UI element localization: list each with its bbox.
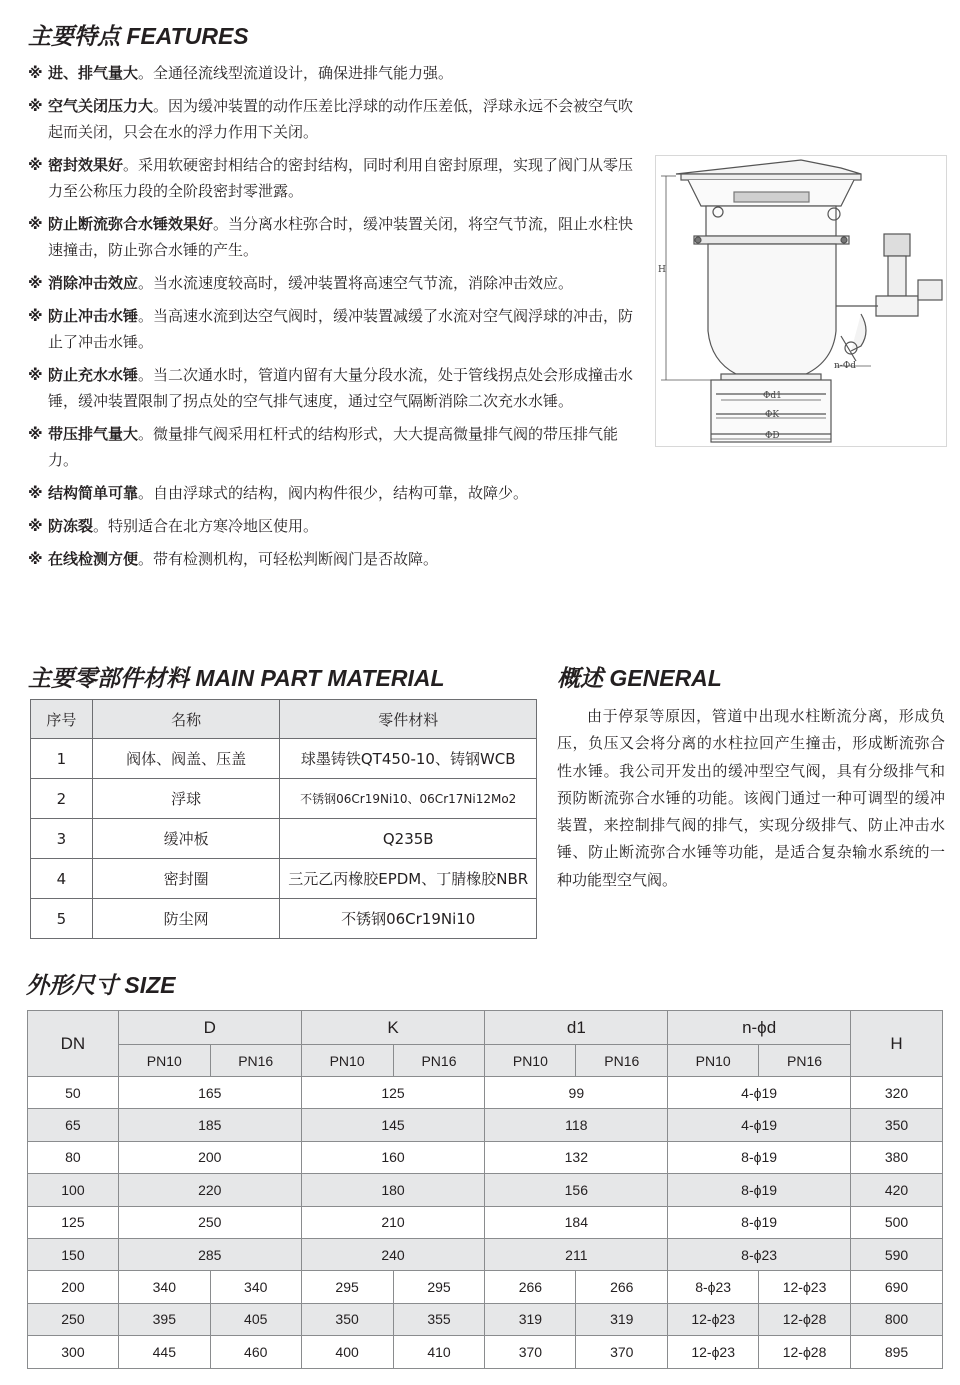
cell-dn: 200	[28, 1271, 119, 1303]
cell-D16: 405	[210, 1303, 301, 1335]
table-row	[28, 1303, 943, 1335]
feature-text: 。微量排气阀采用杠杆式的结构形式，大大提高微量排气阀的带压排气能力。	[48, 425, 619, 469]
cell-D: 220	[118, 1174, 301, 1206]
cell-name: 阀体、阀盖、压盖	[92, 739, 280, 779]
feature-bullet-icon: ※	[28, 64, 43, 82]
cell-d110: 319	[485, 1303, 576, 1335]
cell-nd16: 12-ϕ28	[759, 1303, 851, 1335]
feature-heading: 在线检测方便	[48, 550, 139, 568]
material-title: 主要零部件材料 MAIN PART MATERIAL	[28, 665, 445, 691]
table-row	[28, 1174, 943, 1206]
cell-nd16: 12-ϕ23	[759, 1271, 851, 1303]
cell-dn: 50	[28, 1077, 119, 1109]
feature-text: 。当高速水流到达空气阀时，缓冲装置减缓了水流对空气阀浮球的冲击，防止了冲击水锤。	[48, 307, 634, 351]
feature-item	[28, 480, 638, 506]
feature-bullet-icon: ※	[28, 274, 43, 292]
size-subheader-row	[28, 1045, 943, 1077]
cell-H: 380	[851, 1141, 943, 1173]
cell-D10: 395	[118, 1303, 210, 1335]
header-pn10: PN10	[118, 1045, 210, 1077]
table-row	[28, 1336, 943, 1368]
cell-index: 2	[31, 779, 93, 819]
feature-text: 。当二次通水时，管道内留有大量分段水流，处于管线拐点处会形成撞击水锤，缓冲装置限制了拐点处的空气排气速度，通过空气隔断消除二次充水水锤。	[48, 366, 634, 410]
cell-nd16: 12-ϕ28	[759, 1336, 851, 1368]
feature-item	[28, 513, 638, 539]
feature-bullet-icon: ※	[28, 215, 43, 233]
cell-index: 3	[31, 819, 93, 859]
cell-d110: 370	[485, 1336, 576, 1368]
feature-heading: 空气关闭压力大	[48, 97, 154, 115]
cell-index: 5	[31, 899, 93, 939]
cell-H: 350	[851, 1109, 943, 1141]
table-row	[31, 819, 537, 859]
features-title: 主要特点 FEATURES	[28, 23, 249, 49]
cell-D: 165	[118, 1077, 301, 1109]
table-row	[28, 1109, 943, 1141]
general-paragraph: 由于停泵等原因，管道中出现水柱断流分离，形成负压，负压又会将分离的水柱拉回产生撞击，形成断流弥合性水锤。我公司开发出的缓冲型空气阀，具有分级排气和预防断流弥合水锤的功能。该阀门通过一种可调型的缓冲装置，来控制排气阀的排气，实现分级排气、防止冲击水锤、防止断流弥合水锤等功能，是适合复杂输水系统的一种功能型空气阀。	[557, 707, 945, 889]
cell-index: 4	[31, 859, 93, 899]
material-table	[30, 699, 537, 939]
header-d1: d1	[485, 1011, 668, 1045]
cell-d1: 184	[485, 1206, 668, 1238]
dim-D-label: ΦD	[765, 431, 780, 441]
cell-H: 690	[851, 1271, 943, 1303]
feature-bullet-icon: ※	[28, 550, 43, 568]
cell-D16: 340	[210, 1271, 301, 1303]
cell-nd: 8-ϕ19	[668, 1206, 851, 1238]
feature-item	[28, 270, 638, 296]
valve-diagram	[655, 155, 947, 447]
header-pn10: PN10	[301, 1045, 393, 1077]
cell-material: 三元乙丙橡胶EPDM、丁腈橡胶NBR	[280, 859, 537, 899]
cell-D10: 340	[118, 1271, 210, 1303]
feature-item	[28, 93, 638, 145]
cell-H: 420	[851, 1174, 943, 1206]
cell-H: 895	[851, 1336, 943, 1368]
cell-material: Q235B	[280, 819, 537, 859]
cell-H: 320	[851, 1077, 943, 1109]
feature-heading: 防止冲击水锤	[48, 307, 139, 325]
header-K: K	[301, 1011, 485, 1045]
cell-nd10: 12-ϕ23	[668, 1303, 759, 1335]
cell-nd: 8-ϕ23	[668, 1238, 851, 1270]
cell-K10: 350	[301, 1303, 393, 1335]
cell-nd: 8-ϕ19	[668, 1141, 851, 1173]
table-row	[31, 779, 537, 819]
header-material: 零件材料	[280, 700, 537, 739]
size-table-body	[28, 1077, 943, 1369]
header-H: H	[851, 1011, 943, 1077]
cell-d1: 211	[485, 1238, 668, 1270]
feature-bullet-icon: ※	[28, 156, 43, 174]
table-row	[28, 1238, 943, 1270]
cell-d110: 266	[485, 1271, 576, 1303]
cell-D: 200	[118, 1141, 301, 1173]
cell-material: 不锈钢06Cr19Ni10、06Cr17Ni12Mo2	[280, 779, 537, 819]
feature-text: 。当分离水柱弥合时，缓冲装置关闭，将空气节流，阻止水柱快速撞击，防止弥合水锤的产生。	[48, 215, 634, 259]
feature-heading: 进、排气量大	[48, 64, 139, 82]
features-list	[28, 60, 638, 579]
dim-H-label: H	[658, 265, 666, 275]
cell-dn: 125	[28, 1206, 119, 1238]
feature-heading: 防止断流弥合水锤效果好	[48, 215, 214, 233]
cell-dn: 65	[28, 1109, 119, 1141]
size-table	[27, 1010, 943, 1369]
cell-D: 185	[118, 1109, 301, 1141]
feature-text: 。自由浮球式的结构，阀内构件很少，结构可靠，故障少。	[138, 484, 529, 502]
cell-H: 800	[851, 1303, 943, 1335]
cell-name: 浮球	[92, 779, 280, 819]
cell-D: 250	[118, 1206, 301, 1238]
feature-bullet-icon: ※	[28, 425, 43, 443]
cell-material: 不锈钢06Cr19Ni10	[280, 899, 537, 939]
feature-text: 。当水流速度较高时，缓冲装置将高速空气节流，消除冲击效应。	[138, 274, 574, 292]
cell-dn: 150	[28, 1238, 119, 1270]
feature-text: 。采用软硬密封相结合的密封结构，同时利用自密封原理，实现了阀门从零压力至公称压力段的全阶段密封零泄露。	[48, 156, 634, 200]
cell-d116: 266	[576, 1271, 668, 1303]
cell-dn: 300	[28, 1336, 119, 1368]
header-pn16: PN16	[210, 1045, 301, 1077]
header-D: D	[118, 1011, 301, 1045]
cell-D16: 460	[210, 1336, 301, 1368]
feature-heading: 防止充水水锤	[48, 366, 139, 384]
cell-H: 590	[851, 1238, 943, 1270]
cell-d1: 132	[485, 1141, 668, 1173]
header-name: 名称	[92, 700, 280, 739]
feature-bullet-icon: ※	[28, 97, 43, 115]
cell-D10: 445	[118, 1336, 210, 1368]
feature-text: 。带有检测机构，可轻松判断阀门是否故障。	[138, 550, 439, 568]
dim-nd-label: n-Φd	[834, 361, 856, 371]
size-header-row	[28, 1011, 943, 1045]
table-row	[31, 859, 537, 899]
feature-bullet-icon: ※	[28, 484, 43, 502]
cell-index: 1	[31, 739, 93, 779]
feature-text: 。全通径流线型流道设计，确保进排气能力强。	[138, 64, 454, 82]
cell-K: 125	[301, 1077, 485, 1109]
material-header-row	[31, 700, 537, 739]
cell-K: 160	[301, 1141, 485, 1173]
feature-item	[28, 152, 638, 204]
cell-name: 防尘网	[92, 899, 280, 939]
cell-nd: 4-ϕ19	[668, 1109, 851, 1141]
cell-dn: 100	[28, 1174, 119, 1206]
cell-d116: 319	[576, 1303, 668, 1335]
dim-K-label: ΦK	[765, 410, 780, 420]
feature-heading: 消除冲击效应	[48, 274, 139, 292]
feature-text: 。因为缓冲装置的动作压差比浮球的动作压差低，浮球永远不会被空气吹起而关闭，只会在水的浮力作用下关闭。	[48, 97, 634, 141]
valve-cap-shape	[676, 160, 861, 174]
header-pn16: PN16	[393, 1045, 485, 1077]
table-row	[28, 1141, 943, 1173]
cell-name: 缓冲板	[92, 819, 280, 859]
header-pn16: PN16	[576, 1045, 668, 1077]
table-row	[31, 899, 537, 939]
cell-dn: 80	[28, 1141, 119, 1173]
feature-bullet-icon: ※	[28, 366, 43, 384]
feature-bullet-icon: ※	[28, 517, 43, 535]
cell-name: 密封圈	[92, 859, 280, 899]
cell-nd: 8-ϕ19	[668, 1174, 851, 1206]
cell-nd10: 12-ϕ23	[668, 1336, 759, 1368]
cell-K16: 410	[393, 1336, 485, 1368]
header-index: 序号	[31, 700, 93, 739]
cell-K16: 295	[393, 1271, 485, 1303]
cell-d1: 118	[485, 1109, 668, 1141]
feature-heading: 防冻裂	[48, 517, 94, 535]
header-nd: n-ϕd	[668, 1011, 851, 1045]
size-title: 外形尺寸 SIZE	[26, 972, 176, 998]
cell-material: 球墨铸铁QT450-10、铸钢WCB	[280, 739, 537, 779]
cell-nd10: 8-ϕ23	[668, 1271, 759, 1303]
cell-K16: 355	[393, 1303, 485, 1335]
table-row	[28, 1077, 943, 1109]
header-pn10: PN10	[485, 1045, 576, 1077]
feature-heading: 密封效果好	[48, 156, 124, 174]
cell-K10: 400	[301, 1336, 393, 1368]
general-title: 概述 GENERAL	[557, 665, 722, 691]
cell-d116: 370	[576, 1336, 668, 1368]
header-pn16: PN16	[759, 1045, 851, 1077]
valve-drawing	[656, 156, 946, 446]
cell-H: 500	[851, 1206, 943, 1238]
feature-item	[28, 421, 638, 473]
feature-item	[28, 211, 638, 263]
cell-D: 285	[118, 1238, 301, 1270]
cell-d1: 156	[485, 1174, 668, 1206]
cell-dn: 250	[28, 1303, 119, 1335]
dim-d1-label: Φd1	[763, 391, 782, 401]
feature-heading: 结构简单可靠	[48, 484, 139, 502]
feature-text: 。特别适合在北方寒冷地区使用。	[93, 517, 319, 535]
table-row	[28, 1206, 943, 1238]
feature-item	[28, 546, 638, 572]
feature-bullet-icon: ※	[28, 307, 43, 325]
cell-K: 145	[301, 1109, 485, 1141]
table-row	[28, 1271, 943, 1303]
feature-heading: 带压排气量大	[48, 425, 139, 443]
header-dn: DN	[28, 1011, 119, 1077]
cell-K10: 295	[301, 1271, 393, 1303]
feature-item	[28, 362, 638, 414]
feature-item	[28, 303, 638, 355]
cell-K: 180	[301, 1174, 485, 1206]
cell-nd: 4-ϕ19	[668, 1077, 851, 1109]
cell-d1: 99	[485, 1077, 668, 1109]
cell-K: 210	[301, 1206, 485, 1238]
table-row	[31, 739, 537, 779]
header-pn10: PN10	[668, 1045, 759, 1077]
cell-K: 240	[301, 1238, 485, 1270]
feature-item	[28, 60, 638, 86]
